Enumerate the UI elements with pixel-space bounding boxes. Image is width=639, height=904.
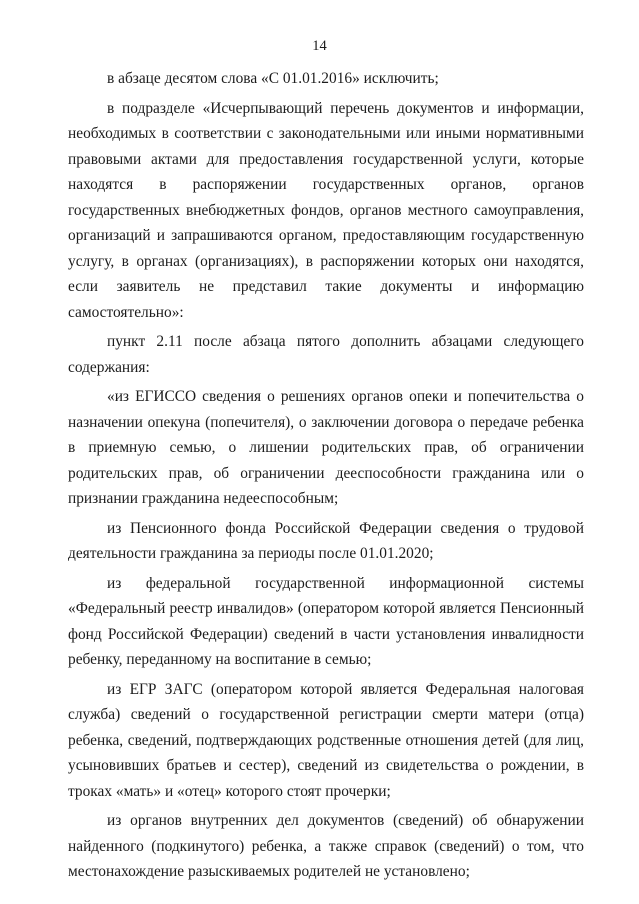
document-body — [68, 66, 584, 887]
paragraph-subsection-documents-list: в подразделе «Исчерпывающий перечень документов и информации, необходимых в соответствии с законодательными или иными нормативными правовыми актами для предоставления государственной услуги, которые находятся в распоряжении государственных органов, органов государственных внебюджетных фондов, органов местного самоуправления, организаций и запрашиваются органом, предоставляющим государственную услугу, в органах (организациях), в распоряжении которых они находятся, если заявитель не представил такие документы и информацию самостоятельно»: — [68, 99, 584, 321]
page-number: 14 — [312, 38, 327, 54]
paragraph-disability-registry: «Федеральный реестр инвалидов» (оператором которой является Пенсионный фонд Российской Федерации) сведений в части установления инвалидности ребенку, переданному на воспитание в семью; — [68, 600, 584, 668]
paragraph-zags-registry: из ЕГР ЗАГС (оператором которой является Федеральная налоговая служба) сведений о государственной регистрации смерти матери (отца) ребенка, сведений, подтверждающих родственные отношения детей (для лиц, усыновивших братьев и сестер), сведений из свидетельства о рождении, в троках «мать» и «отец» которого стоят прочерки; — [68, 680, 584, 800]
paragraph-egisso-info: «из ЕГИССО сведения о решениях органов опеки и попечительства о назначении опекуна (попечителя), о заключении договора о передаче ребенка в приемную семью, о лишении родительских прав, об ограничении родительских прав, об ограничении дееспособности гражданина или о признании гражданина недееспособным; — [68, 388, 584, 507]
paragraph-exclude-date: в абзаце десятом слова «С 01.01.2016» исключить; — [107, 70, 439, 87]
paragraph-pension-fund-info: из Пенсионного фонда Российской Федерации сведения о трудовой деятельности гражданина за периоды после 01.01.2020; — [68, 519, 584, 562]
paragraph-internal-affairs: из органов внутренних дел документов (сведений) об обнаружении найденного (подкинутого) ребенка, а также справок (сведений) о том, что местонахождение разыскиваемых родителей не установлено; — [68, 812, 584, 880]
paragraph-federal-system-intro: из федеральной государственной информационной системы — [107, 574, 584, 592]
paragraph-clause-2-11: пункт 2.11 после абзаца пятого дополнить абзацами следующего содержания: — [68, 333, 584, 376]
